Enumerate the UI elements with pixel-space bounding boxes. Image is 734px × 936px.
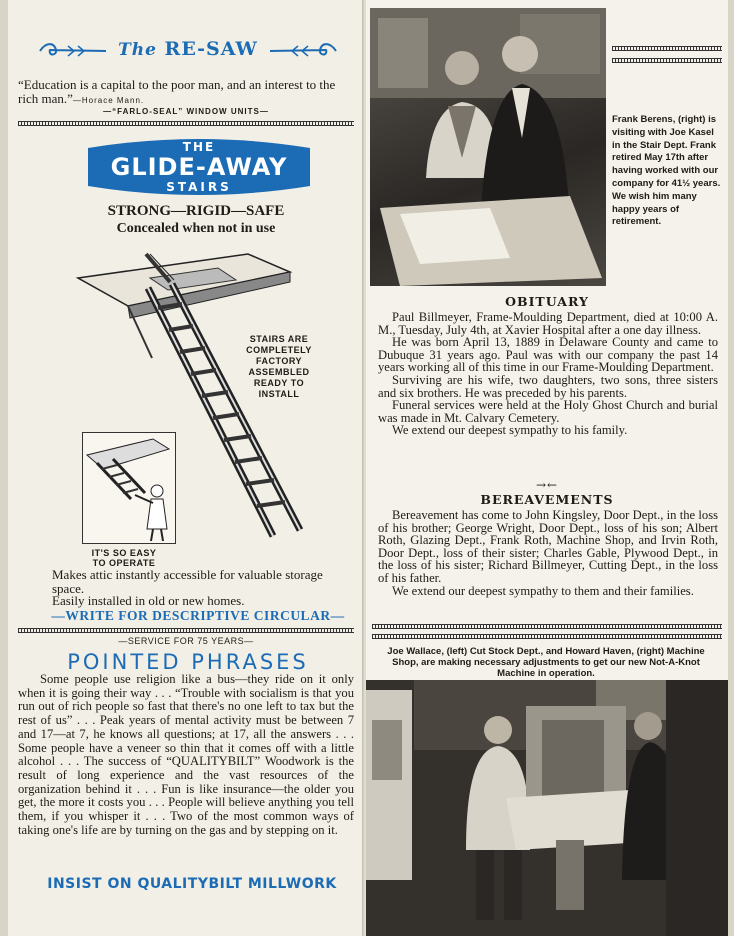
quote bbox=[18, 78, 354, 108]
photo-stair-dept bbox=[370, 8, 606, 286]
badge-line2: GLIDE-AWAY bbox=[110, 153, 288, 181]
stairs-note bbox=[236, 334, 322, 400]
pointed-phrases-text: Some people use religion like a bus—they ride on it only when it is going their way . . . “Trouble with socialism is that you run out of rich people so fast that there's no one left to tax but the rest of us” . . . Peak years of mental activity must be between 7 and 17—at 7, he knows all questions; at 17, all the answers . . . Some people have a veneer so thin that it comes off with a little alcohol . . . The success of “QUALITYBILT” Woodwork is the result of long experience and the vast resources of the organization behind it . . . Fun is like insurance—the older you get, the more it costs you . . . People will believe anything you tell them, if you whisper it . . . Two of the most common ways of taking one's life are by turning on the gas and by stepping on it. bbox=[18, 672, 354, 837]
obituary-paragraph: Surviving are his wife, two daughters, two sons, three sisters and six brothers. He was preceded by his parents. bbox=[378, 372, 718, 400]
credit-line: —“FARLO-SEAL” WINDOW UNITS— bbox=[103, 107, 269, 116]
glide-away-badge bbox=[84, 136, 314, 198]
flourish-left-icon bbox=[38, 42, 108, 60]
divider-rule bbox=[612, 58, 722, 63]
tagline: STRONG—RIGID—SAFE bbox=[107, 203, 285, 219]
right-page bbox=[366, 0, 728, 936]
separator-mark: →← bbox=[535, 478, 559, 492]
body-line-1 bbox=[52, 568, 354, 595]
photo2-caption: Joe Wallace, (left) Cut Stock Dept., and Howard Haven, (right) Machine Shop, are making necessary adjustments to get our new Not-A-Knot Machine in operation. bbox=[387, 646, 705, 679]
write-line: —WRITE FOR DESCRIPTIVE CIRCULAR— bbox=[51, 608, 345, 623]
insist-line: INSIST ON QUALITYBILT MILLWORK bbox=[47, 876, 337, 892]
quote-attribution: —Horace Mann. bbox=[72, 96, 145, 105]
pointed-phrases-title: POINTED PHRASES bbox=[67, 650, 309, 674]
stairs-note-line: STAIRS ARE bbox=[249, 334, 309, 344]
masthead-the: The bbox=[118, 40, 157, 60]
bereavements-body bbox=[378, 509, 718, 597]
stairs-note-line: READY TO bbox=[253, 378, 305, 388]
easy-note-line: TO OPERATE bbox=[92, 558, 156, 568]
photo-stair-dept-image bbox=[370, 8, 606, 286]
divider-rule bbox=[372, 624, 722, 629]
body-line-text: Makes attic instantly accessible for valuable storage space. bbox=[52, 567, 323, 596]
obituary-paragraph: Funeral services were held at the Holy Ghost Church and burial was made in Mt. Calvary Cemetery. bbox=[378, 398, 718, 425]
subtagline: Concealed when not in use bbox=[116, 221, 276, 236]
stairs-note-line: FACTORY bbox=[255, 356, 302, 366]
divider-rule bbox=[18, 121, 354, 126]
obituary-body bbox=[378, 311, 718, 437]
badge-line3: STAIRS bbox=[166, 180, 232, 194]
left-page bbox=[8, 0, 364, 936]
stairs-note-line: INSTALL bbox=[258, 389, 300, 399]
service-line: —SERVICE FOR 75 YEARS— bbox=[118, 636, 254, 646]
obituary-paragraph: Paul Billmeyer, Frame-Moulding Department, died at 10:00 A. M., Tuesday, July 4th, at Xavier Hospital after a one day illness. bbox=[378, 310, 718, 337]
photo-machine-shop-image bbox=[366, 680, 728, 936]
quote-text: “Education is a capital to the poor man, and an interest to the rich man.” bbox=[18, 77, 336, 106]
easy-note bbox=[64, 548, 184, 568]
bereavements-paragraph: We extend our deepest sympathy to them and their families. bbox=[392, 583, 694, 598]
divider-rule bbox=[372, 634, 722, 639]
divider-rule bbox=[18, 628, 354, 633]
bereavements-paragraph: Bereavement has come to John Kingsley, Door Dept., in the loss of his brother; George Wright, Door Dept., loss of his son; Albert Roth, Glazing Dept., Frank Roth, Machine Shop, and Irvin Roth, Door Dept., loss of their sister; Charles Gable, Plywood Dept., in the loss of his sister; Richard Billmeyer, Cutting Dept., in the loss of his father. bbox=[378, 508, 718, 585]
photo1-caption: Frank Berens, (right) is visiting with Joe Kasel in the Stair Dept. Frank retired May 17th after having worked with our company for 41½ years. We wish him many happy years of retirement. bbox=[612, 114, 721, 228]
operating-illustration bbox=[82, 432, 176, 544]
body-line-2: Easily installed in old or new homes. bbox=[52, 593, 245, 608]
photo-machine-shop bbox=[366, 680, 728, 936]
obituary-paragraph: He was born April 13, 1889 in Delaware County and came to Dubuque 31 years ago. Paul was with our company the past 14 years working all of this time in our Frame-Moulding Department. bbox=[378, 335, 718, 375]
obituary-heading: OBITUARY bbox=[505, 294, 589, 309]
obituary-paragraph: We extend our deepest sympathy to his family. bbox=[392, 423, 628, 438]
flourish-right-icon bbox=[268, 42, 338, 60]
stairs-note-line: ASSEMBLED bbox=[248, 367, 310, 377]
easy-note-line: IT'S SO EASY bbox=[91, 548, 157, 558]
masthead-title: RE-SAW bbox=[164, 38, 258, 60]
masthead bbox=[38, 38, 338, 64]
badge-line1: THE bbox=[182, 140, 216, 154]
bereavements-heading: BEREAVEMENTS bbox=[480, 492, 614, 507]
divider-rule bbox=[612, 46, 722, 51]
tagline-block bbox=[18, 203, 364, 237]
stairs-note-line: COMPLETELY bbox=[246, 345, 312, 355]
